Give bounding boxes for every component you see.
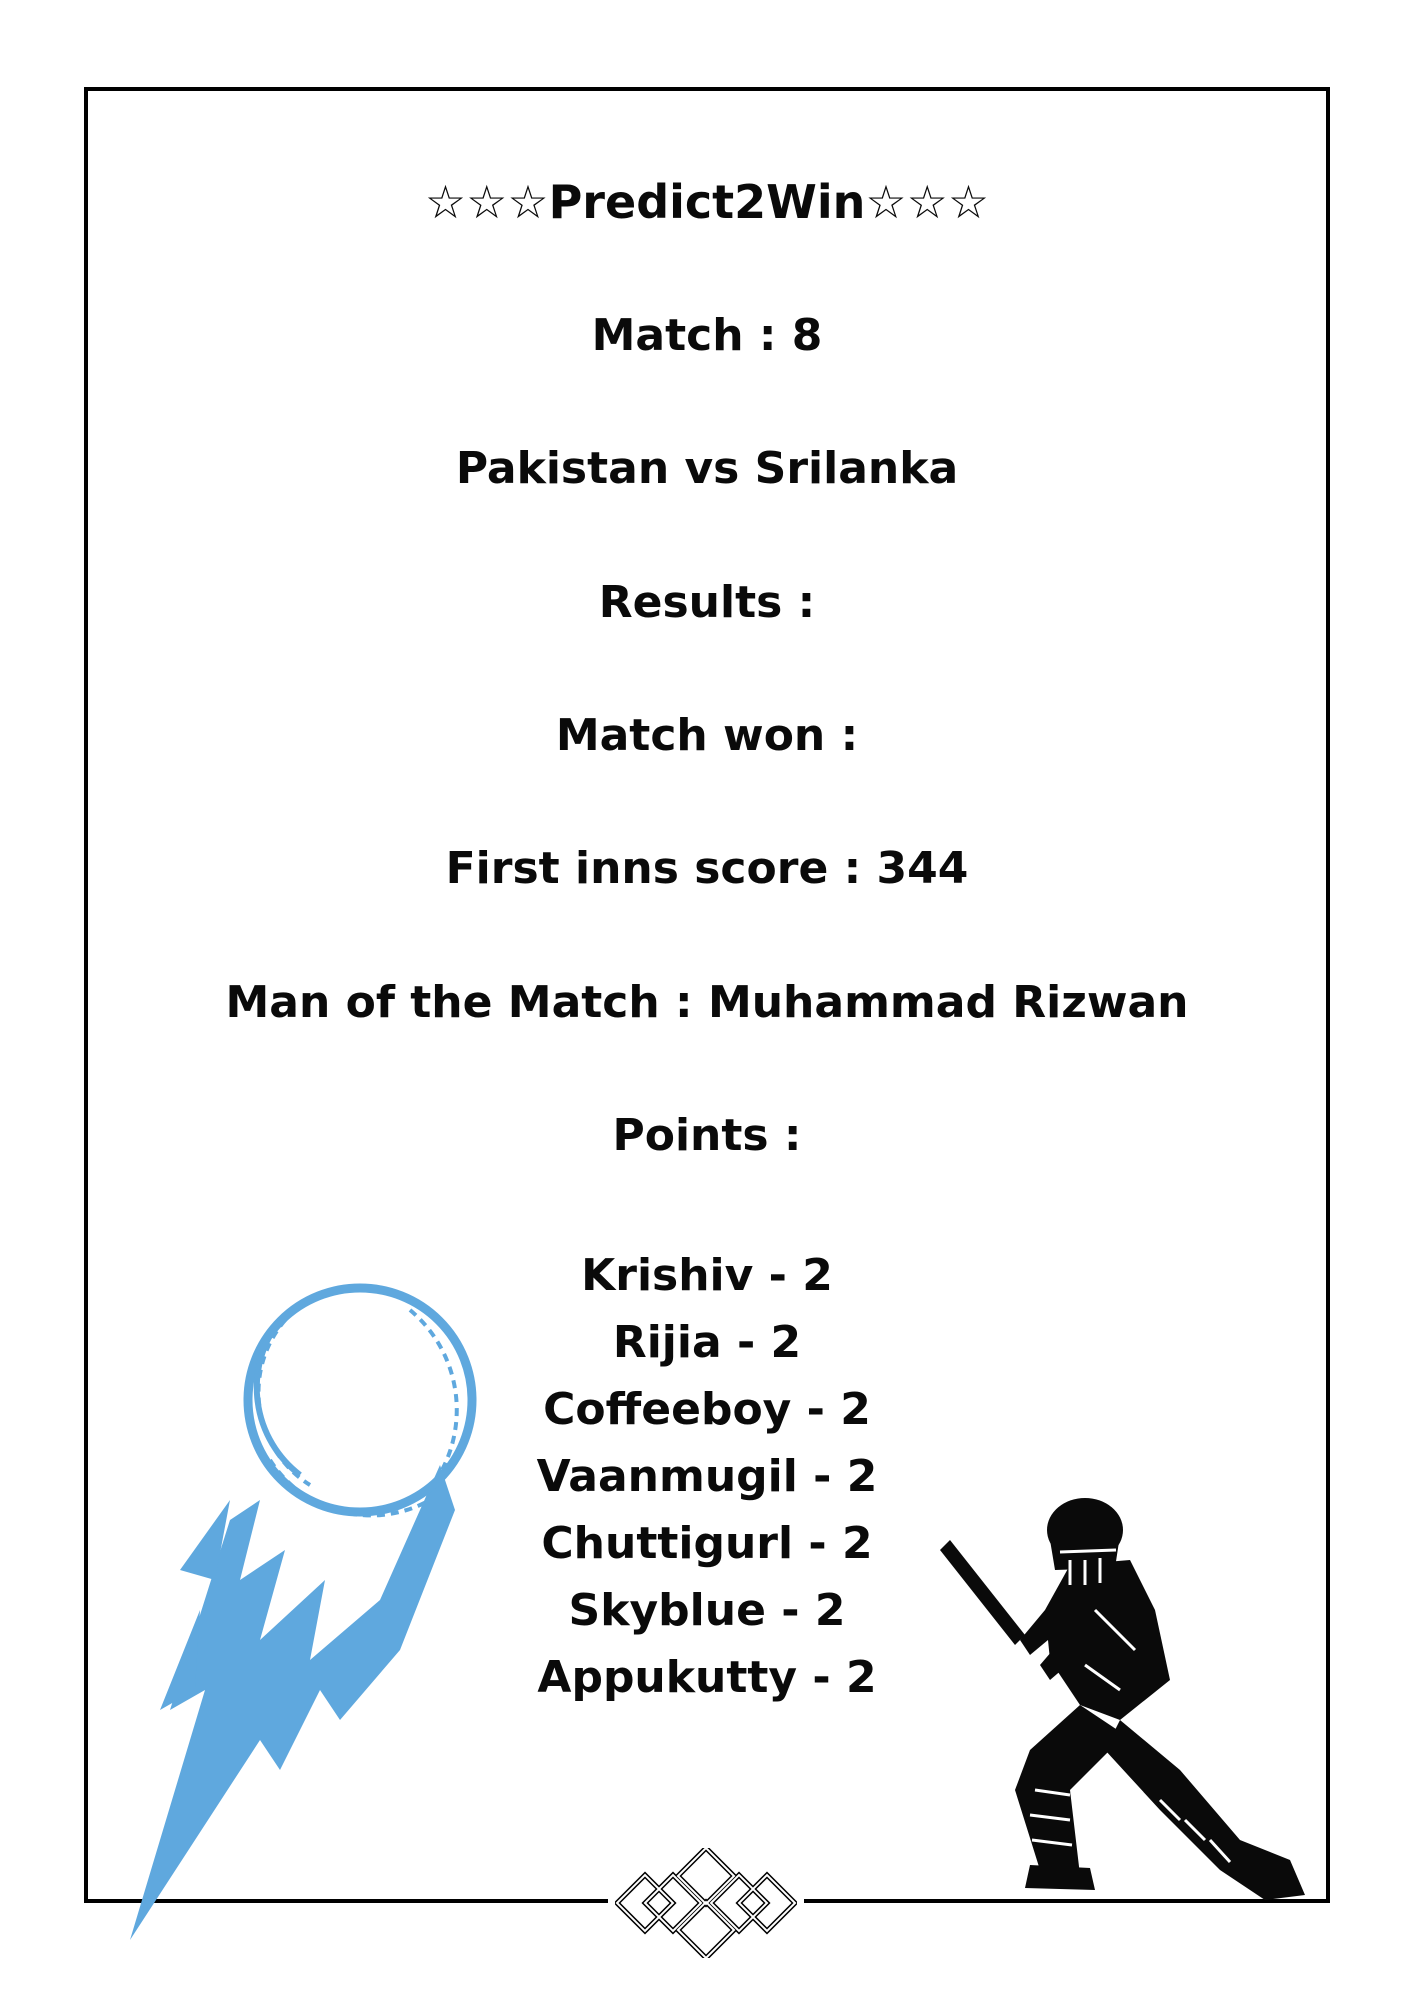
diamond-ornament-icon bbox=[615, 1848, 797, 1958]
match-teams: Pakistan vs Srilanka bbox=[455, 443, 959, 494]
points-entry: Rijia - 2 bbox=[612, 1317, 802, 1368]
points-entry: Skyblue - 2 bbox=[568, 1585, 846, 1636]
points-entry: Krishiv - 2 bbox=[581, 1250, 833, 1301]
poster-title: ☆☆☆Predict2Win☆☆☆ bbox=[424, 175, 990, 229]
match-number: Match : 8 bbox=[591, 310, 823, 361]
points-entry: Coffeeboy - 2 bbox=[543, 1384, 871, 1435]
man-of-the-match: Man of the Match : Muhammad Rizwan bbox=[225, 977, 1189, 1028]
points-entry: Vaanmugil - 2 bbox=[536, 1451, 878, 1502]
match-won: Match won : bbox=[555, 710, 859, 761]
points-entry: Appukutty - 2 bbox=[537, 1652, 877, 1703]
points-entry: Chuttigurl - 2 bbox=[541, 1518, 873, 1569]
results-label: Results : bbox=[598, 577, 816, 628]
first-innings-score: First inns score : 344 bbox=[445, 843, 969, 894]
points-label: Points : bbox=[612, 1110, 802, 1161]
